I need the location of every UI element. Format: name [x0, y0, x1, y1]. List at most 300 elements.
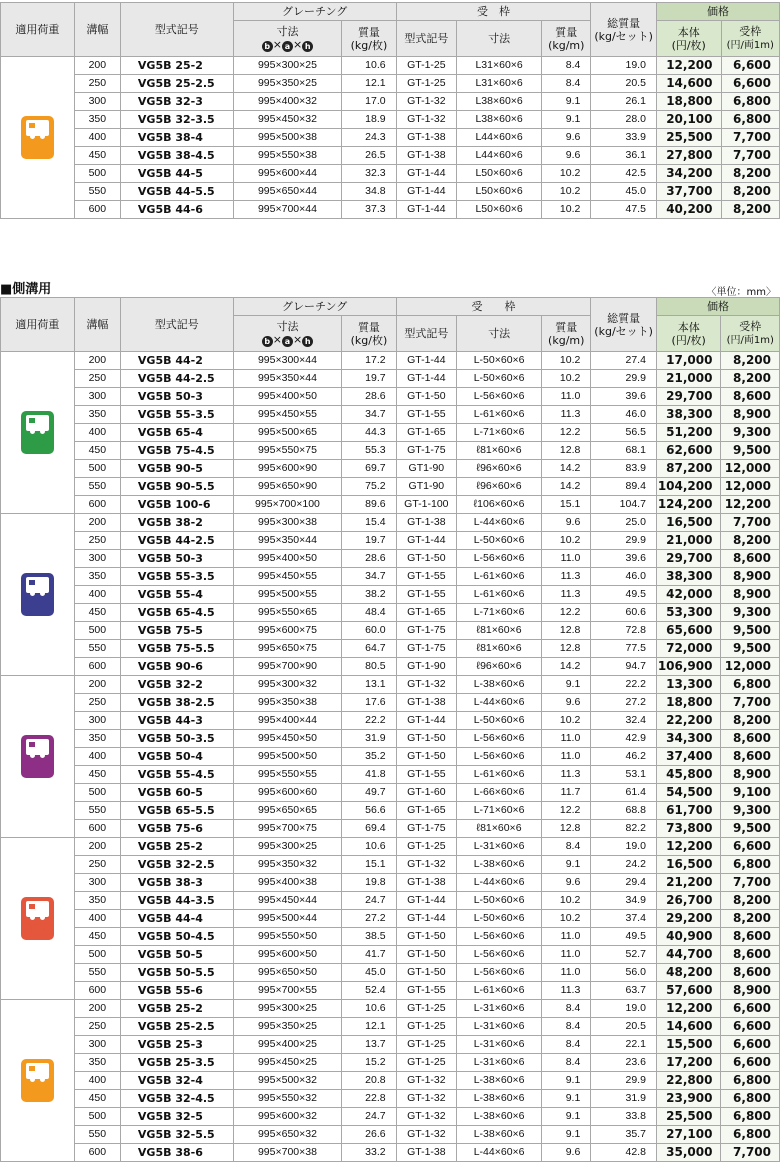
total-mass-cell: 25.0 [591, 514, 657, 532]
frame-dim-cell: L-56×60×6 [457, 388, 542, 406]
header-total-mass: 総質量 (kg/セット) [591, 298, 657, 352]
header-price: 価格 [656, 298, 779, 316]
total-mass-cell: 56.5 [591, 424, 657, 442]
frame-price-cell: 6,600 [721, 838, 780, 856]
model-cell: VG5B 25-2 [120, 838, 233, 856]
grating-mass-cell: 52.4 [342, 982, 396, 1000]
grating-dim-cell: 995×350×32 [233, 856, 342, 874]
table-row [1, 622, 780, 640]
frame-mass-cell: 12.8 [542, 622, 591, 640]
frame-dim-cell: L-31×60×6 [457, 838, 542, 856]
grating-mass-cell: 13.7 [342, 1036, 396, 1054]
frame-dim-cell: L-61×60×6 [457, 568, 542, 586]
frame-price-cell: 8,200 [721, 892, 780, 910]
frame-model-cell: GT-1-25 [396, 1018, 456, 1036]
frame-model-cell: GT-1-44 [396, 910, 456, 928]
load-badge [21, 573, 54, 616]
frame-model-cell: GT-1-44 [396, 532, 456, 550]
frame-dim-cell: L-66×60×6 [457, 784, 542, 802]
body-price-cell: 51,200 [656, 424, 721, 442]
total-mass-cell: 24.2 [591, 856, 657, 874]
width-cell: 600 [74, 496, 120, 514]
width-cell: 450 [74, 928, 120, 946]
frame-mass-cell: 9.6 [542, 147, 591, 165]
frame-price-cell: 8,200 [721, 370, 780, 388]
model-cell: VG5B 44-3.5 [120, 892, 233, 910]
frame-dim-cell: ℓ96×60×6 [457, 658, 542, 676]
body-price-cell: 17,000 [656, 352, 721, 370]
body-price-cell: 25,500 [656, 1108, 721, 1126]
frame-price-cell: 8,600 [721, 388, 780, 406]
model-cell: VG5B 38-4.5 [120, 147, 233, 165]
frame-model-cell: GT-1-44 [396, 201, 456, 219]
grating-mass-cell: 10.6 [342, 1000, 396, 1018]
frame-model-cell: GT-1-75 [396, 820, 456, 838]
table-row [1, 694, 780, 712]
table-row [1, 442, 780, 460]
frame-dim-cell: ℓ96×60×6 [457, 478, 542, 496]
frame-model-cell: GT-1-75 [396, 622, 456, 640]
table-row [1, 111, 780, 129]
body-price-cell: 38,300 [656, 406, 721, 424]
width-cell: 250 [74, 75, 120, 93]
header-frame-mass: 質量 (kg/m) [542, 316, 591, 352]
model-cell: VG5B 25-2.5 [120, 1018, 233, 1036]
table-row [1, 748, 780, 766]
truck-icon [26, 120, 49, 136]
model-cell: VG5B 65-4 [120, 424, 233, 442]
model-cell: VG5B 32-3 [120, 93, 233, 111]
table-row [1, 93, 780, 111]
width-cell: 400 [74, 129, 120, 147]
frame-price-cell: 7,700 [721, 694, 780, 712]
frame-price-cell: 6,800 [721, 676, 780, 694]
grating-dim-cell: 995×300×32 [233, 676, 342, 694]
width-cell: 600 [74, 982, 120, 1000]
frame-mass-cell: 15.1 [542, 496, 591, 514]
frame-model-cell: GT-1-50 [396, 946, 456, 964]
frame-dim-cell: ℓ81×60×6 [457, 820, 542, 838]
table-row [1, 1090, 780, 1108]
grating-dim-cell: 995×650×75 [233, 640, 342, 658]
total-mass-cell: 27.2 [591, 694, 657, 712]
width-cell: 200 [74, 57, 120, 75]
grating-dim-cell: 995×350×25 [233, 1018, 342, 1036]
table-row [1, 514, 780, 532]
frame-dim-cell: L-56×60×6 [457, 964, 542, 982]
body-price-cell: 29,700 [656, 550, 721, 568]
table-row [1, 820, 780, 838]
frame-price-cell: 8,200 [721, 532, 780, 550]
grating-dim-cell: 995×600×32 [233, 1108, 342, 1126]
grating-mass-cell: 38.2 [342, 586, 396, 604]
grating-mass-cell: 69.4 [342, 820, 396, 838]
model-cell: VG5B 38-4 [120, 129, 233, 147]
grating-dim-cell: 995×450×44 [233, 892, 342, 910]
header-grating-mass: 質量 (kg/枚) [342, 316, 396, 352]
frame-mass-cell: 9.6 [542, 694, 591, 712]
load-badge-label: T-20 [24, 597, 51, 611]
header-load: 適用荷重 [1, 3, 75, 57]
model-cell: VG5B 44-3 [120, 712, 233, 730]
grating-dim-cell: 995×600×60 [233, 784, 342, 802]
frame-mass-cell: 12.8 [542, 640, 591, 658]
grating-dim-cell: 995×400×50 [233, 550, 342, 568]
frame-price-cell: 12,200 [721, 496, 780, 514]
frame-model-cell: GT-1-38 [396, 129, 456, 147]
width-cell: 250 [74, 1018, 120, 1036]
model-cell: VG5B 25-2 [120, 1000, 233, 1018]
body-price-cell: 40,900 [656, 928, 721, 946]
frame-mass-cell: 11.0 [542, 388, 591, 406]
model-cell: VG5B 75-5.5 [120, 640, 233, 658]
grating-mass-cell: 24.7 [342, 892, 396, 910]
load-badge-label: T-25 [24, 435, 51, 449]
frame-dim-cell: L-38×60×6 [457, 1126, 542, 1144]
grating-dim-cell: 995×650×50 [233, 964, 342, 982]
table-row [1, 856, 780, 874]
frame-price-cell: 8,900 [721, 982, 780, 1000]
frame-dim-cell: ℓ106×60×6 [457, 496, 542, 514]
frame-price-cell: 9,100 [721, 784, 780, 802]
width-cell: 400 [74, 910, 120, 928]
truck-icon [26, 577, 49, 593]
frame-model-cell: GT-1-25 [396, 1036, 456, 1054]
frame-dim-cell: ℓ81×60×6 [457, 640, 542, 658]
model-cell: VG5B 50-3 [120, 550, 233, 568]
grating-dim-cell: 995×700×55 [233, 982, 342, 1000]
frame-mass-cell: 14.2 [542, 460, 591, 478]
frame-dim-cell: ℓ81×60×6 [457, 442, 542, 460]
body-price-cell: 18,800 [656, 93, 721, 111]
frame-dim-cell: L-31×60×6 [457, 1018, 542, 1036]
table-row [1, 147, 780, 165]
model-cell: VG5B 25-2.5 [120, 75, 233, 93]
frame-mass-cell: 9.1 [542, 1108, 591, 1126]
table-body [1, 352, 780, 1162]
width-cell: 600 [74, 820, 120, 838]
header-frame-model: 型式記号 [396, 21, 456, 57]
frame-model-cell: GT-1-25 [396, 1054, 456, 1072]
grating-dim-cell: 995×650×65 [233, 802, 342, 820]
model-cell: VG5B 32-4 [120, 1072, 233, 1090]
body-price-cell: 35,000 [656, 1144, 721, 1162]
frame-dim-cell: L50×60×6 [457, 165, 542, 183]
grating-mass-cell: 28.6 [342, 388, 396, 406]
model-cell: VG5B 75-6 [120, 820, 233, 838]
grating-dim-cell: 995×550×50 [233, 928, 342, 946]
frame-dim-cell: L-50×60×6 [457, 892, 542, 910]
load-badge [21, 116, 54, 159]
table-row [1, 874, 780, 892]
frame-model-cell: GT-1-44 [396, 352, 456, 370]
width-cell: 550 [74, 802, 120, 820]
frame-model-cell: GT-1-50 [396, 748, 456, 766]
frame-mass-cell: 10.2 [542, 165, 591, 183]
width-cell: 300 [74, 550, 120, 568]
load-badge-label: T-14 [24, 759, 51, 773]
frame-dim-cell: L-56×60×6 [457, 730, 542, 748]
grating-mass-cell: 19.7 [342, 532, 396, 550]
frame-price-cell: 6,600 [721, 1054, 780, 1072]
frame-mass-cell: 11.3 [542, 586, 591, 604]
width-cell: 550 [74, 1126, 120, 1144]
width-cell: 600 [74, 201, 120, 219]
frame-price-cell: 12,000 [721, 478, 780, 496]
frame-price-cell: 8,600 [721, 550, 780, 568]
grating-dim-cell: 995×350×25 [233, 75, 342, 93]
frame-mass-cell: 14.2 [542, 658, 591, 676]
total-mass-cell: 23.6 [591, 1054, 657, 1072]
grating-mass-cell: 18.9 [342, 111, 396, 129]
table-row [1, 165, 780, 183]
body-price-cell: 29,700 [656, 388, 721, 406]
width-cell: 350 [74, 406, 120, 424]
width-cell: 500 [74, 946, 120, 964]
frame-mass-cell: 10.2 [542, 910, 591, 928]
frame-model-cell: GT-1-38 [396, 694, 456, 712]
frame-price-cell: 9,300 [721, 802, 780, 820]
body-price-cell: 26,700 [656, 892, 721, 910]
width-cell: 350 [74, 111, 120, 129]
grating-mass-cell: 34.7 [342, 406, 396, 424]
header-frame-price: 受枠 (円/両1m) [721, 316, 780, 352]
model-cell: VG5B 90-5 [120, 460, 233, 478]
body-price-cell: 42,000 [656, 586, 721, 604]
grating-dim-cell: 995×450×25 [233, 1054, 342, 1072]
frame-price-cell: 6,600 [721, 1018, 780, 1036]
circled-a-icon: a [282, 41, 293, 52]
circled-a-icon: a [282, 336, 293, 347]
total-mass-cell: 42.8 [591, 1144, 657, 1162]
grating-mass-cell: 33.2 [342, 1144, 396, 1162]
table-body [1, 57, 780, 219]
total-mass-cell: 45.0 [591, 183, 657, 201]
width-cell: 500 [74, 165, 120, 183]
frame-mass-cell: 9.1 [542, 1090, 591, 1108]
header-model: 型式記号 [120, 3, 233, 57]
frame-mass-cell: 8.4 [542, 1000, 591, 1018]
frame-mass-cell: 12.8 [542, 820, 591, 838]
frame-model-cell: GT-1-50 [396, 964, 456, 982]
table-row [1, 424, 780, 442]
grating-dim-cell: 995×700×44 [233, 201, 342, 219]
frame-model-cell: GT1-90 [396, 460, 456, 478]
table-row [1, 892, 780, 910]
total-mass-cell: 42.9 [591, 730, 657, 748]
table-row [1, 802, 780, 820]
model-cell: VG5B 44-4 [120, 910, 233, 928]
model-cell: VG5B 44-2.5 [120, 532, 233, 550]
total-mass-cell: 42.5 [591, 165, 657, 183]
table-row [1, 1018, 780, 1036]
width-cell: 200 [74, 514, 120, 532]
frame-model-cell: GT-1-44 [396, 183, 456, 201]
total-mass-cell: 61.4 [591, 784, 657, 802]
header-grating-dim: 寸法 b × a × h [233, 316, 342, 352]
body-price-cell: 23,900 [656, 1090, 721, 1108]
body-price-cell: 22,200 [656, 712, 721, 730]
model-cell: VG5B 38-2 [120, 514, 233, 532]
table-row [1, 766, 780, 784]
grating-mass-cell: 38.5 [342, 928, 396, 946]
model-cell: VG5B 44-6 [120, 201, 233, 219]
body-price-cell: 21,200 [656, 874, 721, 892]
frame-model-cell: GT-1-50 [396, 730, 456, 748]
model-cell: VG5B 50-4 [120, 748, 233, 766]
grating-mass-cell: 10.6 [342, 57, 396, 75]
header-grating: グレーチング [233, 298, 396, 316]
frame-dim-cell: L-56×60×6 [457, 550, 542, 568]
frame-mass-cell: 11.3 [542, 982, 591, 1000]
header-frame-dim: 寸法 [457, 316, 542, 352]
body-price-cell: 29,200 [656, 910, 721, 928]
body-price-cell: 27,800 [656, 147, 721, 165]
body-price-cell: 45,800 [656, 766, 721, 784]
frame-price-cell: 8,600 [721, 928, 780, 946]
table-row [1, 1000, 780, 1018]
frame-model-cell: GT-1-25 [396, 838, 456, 856]
grating-mass-cell: 15.2 [342, 1054, 396, 1072]
load-class-cell [1, 676, 75, 838]
frame-model-cell: GT-1-100 [396, 496, 456, 514]
body-price-cell: 14,600 [656, 75, 721, 93]
table-row [1, 352, 780, 370]
frame-price-cell: 8,900 [721, 766, 780, 784]
grating-dim-cell: 995×300×25 [233, 1000, 342, 1018]
table-row [1, 1072, 780, 1090]
model-cell: VG5B 55-4.5 [120, 766, 233, 784]
total-mass-cell: 39.6 [591, 388, 657, 406]
table-row [1, 478, 780, 496]
total-mass-cell: 22.2 [591, 676, 657, 694]
grating-dim-cell: 995×700×90 [233, 658, 342, 676]
grating-dim-cell: 995×450×50 [233, 730, 342, 748]
frame-dim-cell: L-38×60×6 [457, 1090, 542, 1108]
grating-price-table-1 [0, 2, 780, 219]
grating-mass-cell: 89.6 [342, 496, 396, 514]
total-mass-cell: 39.6 [591, 550, 657, 568]
frame-mass-cell: 10.2 [542, 892, 591, 910]
frame-mass-cell: 12.2 [542, 604, 591, 622]
grating-dim-cell: 995×350×44 [233, 370, 342, 388]
table-row [1, 496, 780, 514]
model-cell: VG5B 32-4.5 [120, 1090, 233, 1108]
model-cell: VG5B 100-6 [120, 496, 233, 514]
grating-mass-cell: 19.7 [342, 370, 396, 388]
frame-model-cell: GT-1-65 [396, 604, 456, 622]
frame-dim-cell: L-71×60×6 [457, 604, 542, 622]
total-mass-cell: 82.2 [591, 820, 657, 838]
grating-dim-cell: 995×450×32 [233, 111, 342, 129]
grating-dim-cell: 995×350×44 [233, 532, 342, 550]
total-mass-cell: 36.1 [591, 147, 657, 165]
body-price-cell: 16,500 [656, 514, 721, 532]
grating-mass-cell: 48.4 [342, 604, 396, 622]
frame-price-cell: 9,300 [721, 604, 780, 622]
frame-mass-cell: 11.0 [542, 946, 591, 964]
unit-note: 〈単位：mm〉 [706, 287, 776, 298]
table-row [1, 370, 780, 388]
width-cell: 300 [74, 874, 120, 892]
total-mass-cell: 77.5 [591, 640, 657, 658]
frame-dim-cell: L-61×60×6 [457, 766, 542, 784]
frame-model-cell: GT-1-55 [396, 766, 456, 784]
header-price: 価格 [656, 3, 779, 21]
frame-mass-cell: 8.4 [542, 57, 591, 75]
frame-price-cell: 9,500 [721, 640, 780, 658]
frame-mass-cell: 9.1 [542, 856, 591, 874]
model-cell: VG5B 50-5 [120, 946, 233, 964]
grating-dim-cell: 995×300×44 [233, 352, 342, 370]
load-badge [21, 735, 54, 778]
circled-b-icon: b [262, 41, 273, 52]
grating-dim-cell: 995×650×32 [233, 1126, 342, 1144]
frame-model-cell: GT-1-44 [396, 165, 456, 183]
table-row [1, 1108, 780, 1126]
frame-mass-cell: 11.0 [542, 550, 591, 568]
model-cell: VG5B 50-5.5 [120, 964, 233, 982]
grating-dim-cell: 995×650×44 [233, 183, 342, 201]
frame-mass-cell: 9.1 [542, 111, 591, 129]
frame-mass-cell: 9.6 [542, 874, 591, 892]
header-width: 溝幅 [74, 3, 120, 57]
frame-dim-cell: L31×60×6 [457, 75, 542, 93]
width-cell: 300 [74, 93, 120, 111]
frame-price-cell: 9,500 [721, 442, 780, 460]
width-cell: 500 [74, 622, 120, 640]
total-mass-cell: 22.1 [591, 1036, 657, 1054]
table-row [1, 201, 780, 219]
width-cell: 550 [74, 478, 120, 496]
frame-dim-cell: L-38×60×6 [457, 676, 542, 694]
body-price-cell: 87,200 [656, 460, 721, 478]
frame-price-cell: 8,200 [721, 352, 780, 370]
grating-dim-cell: 995×550×38 [233, 147, 342, 165]
frame-model-cell: GT-1-32 [396, 1072, 456, 1090]
model-cell: VG5B 90-5.5 [120, 478, 233, 496]
body-price-cell: 73,800 [656, 820, 721, 838]
width-cell: 550 [74, 640, 120, 658]
frame-dim-cell: L-71×60×6 [457, 802, 542, 820]
frame-dim-cell: L-50×60×6 [457, 910, 542, 928]
body-price-cell: 12,200 [656, 838, 721, 856]
grating-dim-cell: 995×500×50 [233, 748, 342, 766]
frame-price-cell: 6,800 [721, 93, 780, 111]
width-cell: 500 [74, 784, 120, 802]
body-price-cell: 53,300 [656, 604, 721, 622]
model-cell: VG5B 44-5 [120, 165, 233, 183]
total-mass-cell: 33.9 [591, 129, 657, 147]
width-cell: 400 [74, 586, 120, 604]
grating-mass-cell: 31.9 [342, 730, 396, 748]
body-price-cell: 37,700 [656, 183, 721, 201]
total-mass-cell: 26.1 [591, 93, 657, 111]
body-price-cell: 27,100 [656, 1126, 721, 1144]
total-mass-cell: 46.2 [591, 748, 657, 766]
body-price-cell: 21,000 [656, 532, 721, 550]
grating-mass-cell: 24.7 [342, 1108, 396, 1126]
model-cell: VG5B 32-2.5 [120, 856, 233, 874]
frame-model-cell: GT-1-44 [396, 892, 456, 910]
body-price-cell: 44,700 [656, 946, 721, 964]
width-cell: 500 [74, 1108, 120, 1126]
model-cell: VG5B 44-2.5 [120, 370, 233, 388]
frame-model-cell: GT-1-38 [396, 147, 456, 165]
body-price-cell: 18,800 [656, 694, 721, 712]
model-cell: VG5B 38-2.5 [120, 694, 233, 712]
frame-model-cell: GT-1-25 [396, 75, 456, 93]
